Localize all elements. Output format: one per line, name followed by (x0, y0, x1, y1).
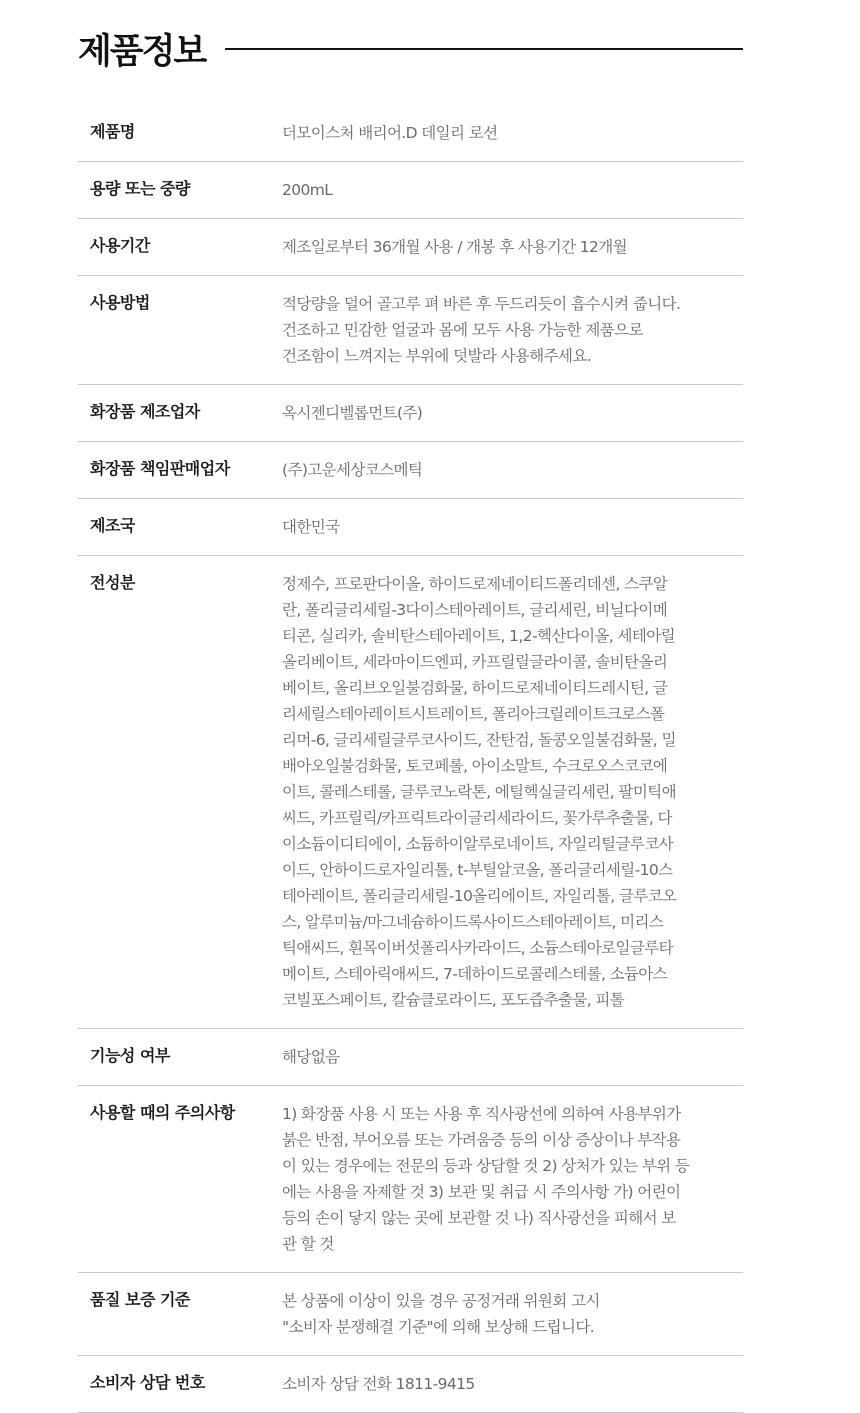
row-value (282, 442, 743, 499)
value-line: 배아오일불검화물, 토코페롤, 아이소말트, 수크로오스코코에 (282, 757, 668, 775)
value-line: 씨드, 카프릴릭/카프릭트라이글리세라이드, 꽃가루추출물, 다 (282, 809, 672, 827)
value-line: 제조일로부터 36개월 사용 / 개봉 후 사용기간 12개월 (282, 238, 628, 256)
table-row (78, 442, 743, 499)
value-line: 란, 폴리글리세릴-3다이스테아레이트, 글리세린, 비닐다이메 (282, 601, 668, 619)
row-label: 사용기간 (90, 236, 150, 255)
value-line: 건조함이 느껴지는 부위에 덧발라 사용해주세요. (282, 347, 592, 365)
value-line: 틱애씨드, 흰목이버섯폴리사카라이드, 소듐스테아로일글루타 (282, 939, 674, 957)
value-line: 대한민국 (282, 518, 340, 536)
value-line: 본 상품에 이상이 있을 경우 공정거래 위원회 고시 (282, 1292, 600, 1310)
value-line: 올리베이트, 세라마이드엔피, 카프릴릴글라이콜, 솔비탄올리 (282, 653, 668, 671)
value-line: 이트, 콜레스테롤, 글루코노락톤, 에틸헥실글리세린, 팔미틱애 (282, 783, 676, 801)
row-label: 전성분 (90, 573, 135, 592)
value-line: 1) 화장품 사용 시 또는 사용 후 직사광선에 의하여 사용부위가 (282, 1105, 681, 1123)
row-label: 화장품 제조업자 (90, 402, 200, 421)
row-label: 제품명 (90, 122, 135, 141)
table-row (78, 162, 743, 219)
row-value (282, 385, 743, 442)
table-row (78, 499, 743, 556)
value-line: 관 할 것 (282, 1235, 334, 1253)
value-line: 에는 사용을 자제할 것 3) 보관 및 취급 시 주의사항 가) 어린이 (282, 1183, 681, 1201)
table-row (78, 105, 743, 162)
row-label: 사용할 때의 주의사항 (90, 1103, 235, 1122)
product-info-section (78, 0, 743, 1413)
row-label: 사용방법 (90, 293, 150, 312)
value-line: 더모이스처 배리어.D 데일리 로션 (282, 124, 498, 142)
row-value (282, 1356, 743, 1413)
value-line: 스, 알루미늄/마그네슘하이드록사이드스테아레이트, 미리스 (282, 913, 664, 931)
value-line: 200mL (282, 181, 333, 199)
product-spec-table (78, 105, 743, 1413)
row-value (282, 1273, 743, 1356)
value-line: 정제수, 프로판다이올, 하이드로제네이티드폴리데센, 스쿠알 (282, 575, 668, 593)
value-line: 등의 손이 닿지 않는 곳에 보관할 것 나) 직사광선을 피해서 보 (282, 1209, 676, 1227)
table-row (78, 219, 743, 276)
table-row (78, 1273, 743, 1356)
value-line: 메이트, 스테아릭애씨드, 7-데하이드로콜레스테롤, 소듐아스 (282, 965, 668, 983)
table-row (78, 1029, 743, 1086)
row-value (282, 556, 743, 1029)
page-title: 제품정보 (78, 32, 206, 72)
row-value (282, 105, 743, 162)
row-label: 기능성 여부 (90, 1046, 170, 1065)
row-label: 용량 또는 중량 (90, 179, 190, 198)
value-line: 리머-6, 글리세릴글루코사이드, 잔탄검, 돌콩오일불검화물, 밀 (282, 731, 676, 749)
value-line: (주)고운세상코스메틱 (282, 461, 423, 479)
value-line: 이소듐이디티에이, 소듐하이알루로네이트, 자일리틸글루코사 (282, 835, 674, 853)
value-line: 티콘, 실리카, 솔비탄스테아레이트, 1,2-헥산다이올, 세테아릴 (282, 627, 676, 645)
value-line: 이 있는 경우에는 전문의 등과 상담할 것 2) 상처가 있는 부위 등 (282, 1157, 690, 1175)
header-divider (225, 48, 743, 50)
value-line: 옥시젠디벨롭먼트(주) (282, 404, 423, 422)
row-label: 품질 보증 기준 (90, 1290, 190, 1309)
table-row (78, 276, 743, 385)
row-value (282, 1029, 743, 1086)
value-line: 베이트, 올리브오일불검화물, 하이드로제네이티드레시틴, 글 (282, 679, 668, 697)
section-header (78, 0, 743, 96)
row-value (282, 162, 743, 219)
value-line: 붉은 반점, 부어오름 또는 가려움증 등의 이상 증상이나 부작용 (282, 1131, 681, 1149)
row-label: 제조국 (90, 516, 135, 535)
value-line: 적당량을 덜어 골고루 펴 바른 후 두드리듯이 흡수시켜 줍니다. (282, 295, 681, 313)
table-row (78, 556, 743, 1029)
row-value (282, 219, 743, 276)
row-value (282, 276, 743, 385)
value-line: 테아레이트, 폴리글리세릴-10올리에이트, 자일리톨, 글루코오 (282, 887, 677, 905)
row-value (282, 1086, 743, 1273)
value-line: "소비자 분쟁해결 기준"에 의해 보상해 드립니다. (282, 1318, 595, 1336)
value-line: 이드, 안하이드로자일리톨, t-부틸알코올, 폴리글리세릴-10스 (282, 861, 673, 879)
row-value (282, 499, 743, 556)
value-line: 코빌포스페이트, 칼슘클로라이드, 포도즙추출물, 피톨 (282, 991, 625, 1009)
value-line: 리세릴스테아레이트시트레이트, 폴리아크릴레이트크로스폴 (282, 705, 665, 723)
table-row (78, 1086, 743, 1273)
value-line: 해당없음 (282, 1048, 340, 1066)
value-line: 건조하고 민감한 얼굴과 몸에 모두 사용 가능한 제품으로 (282, 321, 643, 339)
value-line: 소비자 상담 전화 1811-9415 (282, 1375, 475, 1393)
row-label: 화장품 책임판매업자 (90, 459, 230, 478)
table-row (78, 1356, 743, 1413)
row-label: 소비자 상담 번호 (90, 1373, 205, 1392)
table-row (78, 385, 743, 442)
